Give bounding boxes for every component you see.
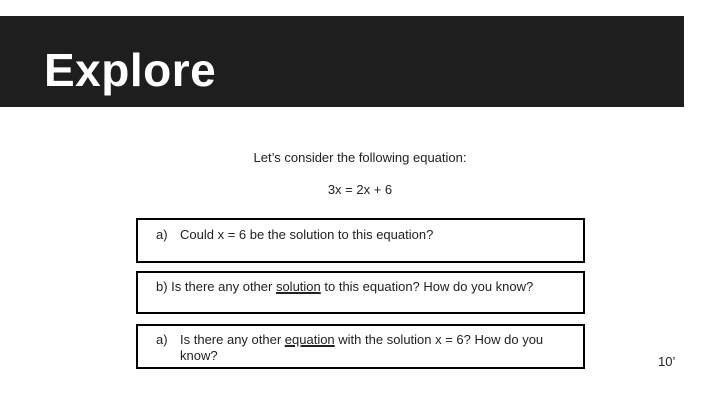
intro-text: Let’s consider the following equation: (253, 150, 467, 165)
question-2-text-end: to this equation? How do you know? (320, 279, 534, 294)
question-3-marker: a) (156, 332, 168, 347)
question-1 (156, 227, 577, 243)
equation-text: 3x = 2x + 6 (327, 182, 393, 197)
question-3-text-end: with the solution x = 6? How do you know? (180, 332, 544, 363)
question-3-body (180, 332, 577, 364)
question-3 (156, 332, 577, 364)
question-box-2 (136, 271, 585, 314)
question-3-text-start: Is there any other (180, 332, 285, 347)
question-box-3 (136, 324, 585, 369)
question-2 (156, 279, 577, 295)
question-1-text: Could x = 6 be the solution to this equation? (180, 227, 434, 242)
question-2-emphasis: solution (275, 279, 321, 294)
question-1-marker: a) (156, 227, 168, 242)
question-3-emphasis: equation (284, 332, 335, 347)
slide-title: Explore (44, 44, 217, 96)
page-number: 10’ (658, 354, 676, 369)
question-box-1 (136, 218, 585, 263)
question-2-text-start: b) Is there any other (156, 279, 276, 294)
